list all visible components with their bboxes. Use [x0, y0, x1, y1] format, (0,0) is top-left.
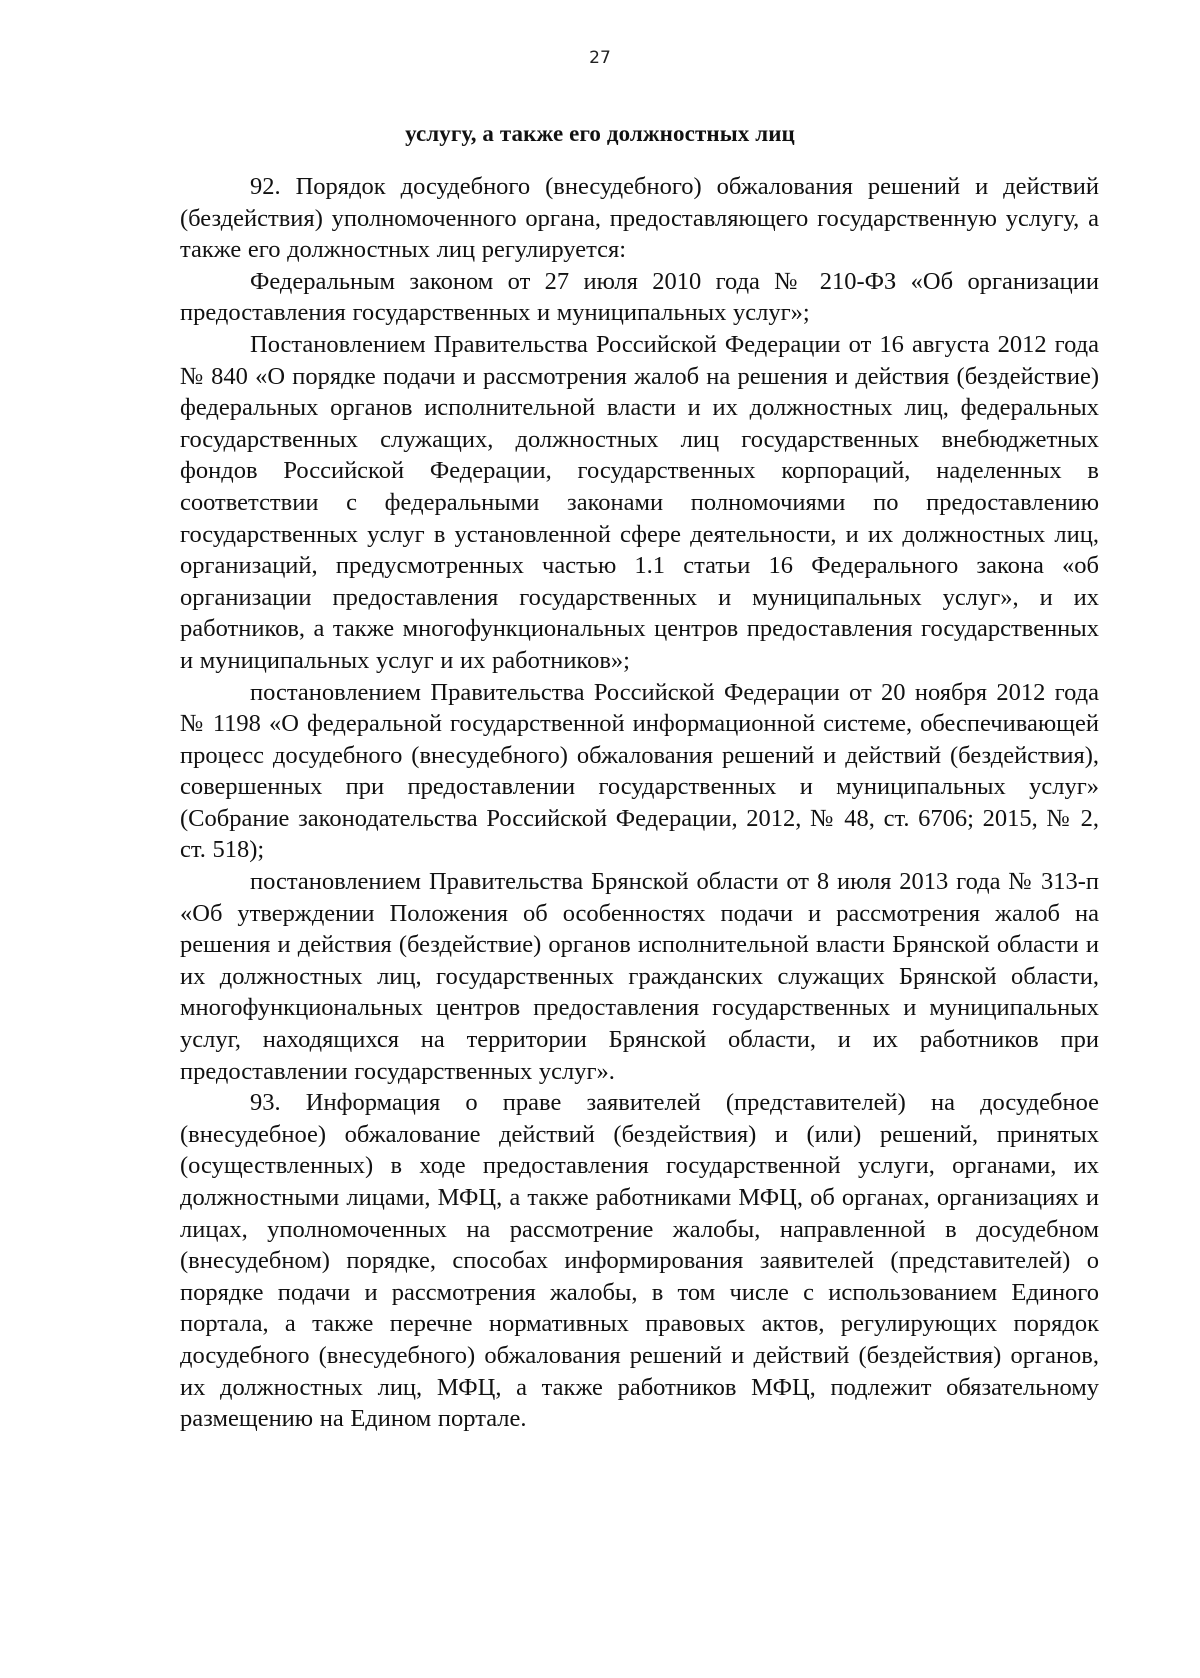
paragraph-resolution-1198: постановлением Правительства Российской Федерации от 20 ноября 2012 года № 1198 «О федеральной государственной информационной системе, обеспечивающей процесс досудебного (внесудебного) обжалования решений и действий (бездействия), совершенных при предоставлении государственных и муниципальных услуг» (Собрание законодательства Российской Федерации, 2012, № 48, ст. 6706; 2015, № 2, ст. 518);	[180, 678, 1099, 864]
body-text	[180, 171, 1099, 1435]
paragraph-federal-law: Федеральным законом от 27 июля 2010 года № 210-ФЗ «Об организации предоставления государственных и муниципальных услуг»;	[180, 267, 1099, 327]
paragraph-resolution-840: Постановлением Правительства Российской Федерации от 16 августа 2012 года № 840 «О порядке подачи и рассмотрения жалоб на решения и действия (бездействие) федеральных органов исполнительной власти и их должностных лиц, федеральных государственных служащих, должностных лиц государственных внебюджетных фондов Российской Федерации, государственных корпораций, наделенных в соответствии с федеральными законами полномочиями по предоставлению государственных услуг в установленной сфере деятельности, и их должностных лиц, организаций, предусмотренных частью 1.1 статьи 16 Федерального закона «об организации предоставления государственных и муниципальных услуг», и их работников, а также многофункциональных центров предоставления государственных и муниципальных услуг и их работников»;	[180, 330, 1099, 674]
section-heading: услугу, а также его должностных лиц	[405, 121, 795, 146]
paragraph-93: 93. Информация о праве заявителей (представителей) на досудебное (внесудебное) обжалование действий (бездействия) и (или) решений, принятых (осуществленных) в ходе предоставления государственной услуги, органами, их должностными лицами, МФЦ, а также работниками МФЦ, об органах, организациях и лицах, уполномоченных на рассмотрение жалобы, направленной в досудебном (внесудебном) порядке, способах информирования заявителей (представителей) о порядке подачи и рассмотрения жалобы, в том числе с использованием Единого портала, а также перечне нормативных правовых актов, регулирующих порядок досудебного (внесудебного) обжалования решений и действий (бездействия) органов, их должностных лиц, МФЦ, а также работников МФЦ, подлежит обязательному размещению на Едином портале.	[180, 1089, 1099, 1433]
page-number: 27	[589, 48, 611, 68]
paragraph-bryansk-resolution: постановлением Правительства Брянской области от 8 июля 2013 года № 313-п «Об утверждении Положения об особенностях подачи и рассмотрения жалоб на решения и действия (бездействие) органов исполнительной власти Брянской области и их должностных лиц, государственных гражданских служащих Брянской области, многофункциональных центров предоставления государственных и муниципальных услуг, находящихся на территории Брянской области, и их работников при предоставлении государственных услуг».	[180, 868, 1099, 1085]
paragraph-92: 92. Порядок досудебного (внесудебного) обжалования решений и действий (бездействия) уполномоченного органа, предоставляющего государственную услугу, а также его должностных лиц регулируется:	[180, 173, 1099, 264]
